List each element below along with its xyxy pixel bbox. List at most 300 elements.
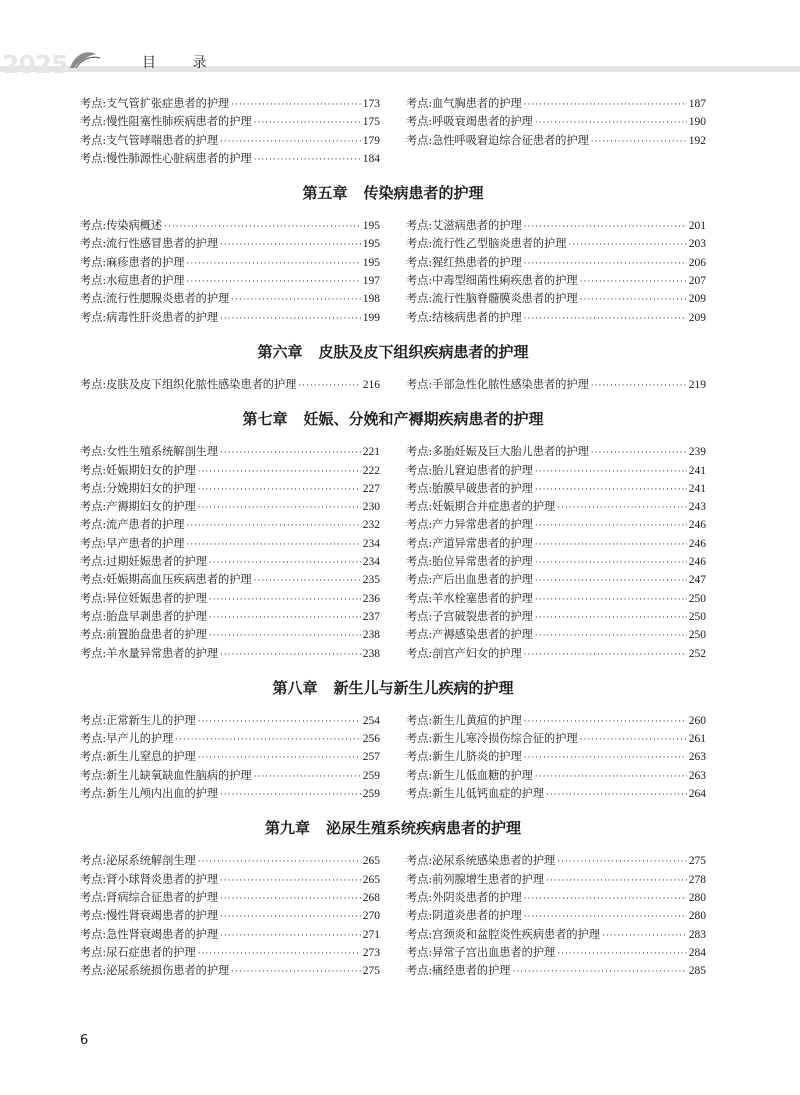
toc-entry-page: 175 xyxy=(362,116,380,129)
toc-entry-title: 考点:猩红热患者的护理 xyxy=(406,255,522,269)
toc-entry[interactable] xyxy=(406,272,706,290)
toc-entry-title: 考点:产力异常患者的护理 xyxy=(406,518,533,532)
toc-entry[interactable] xyxy=(80,376,380,394)
toc-entry-title: 考点:泌尿系统感染患者的护理 xyxy=(406,854,556,868)
dot-leader xyxy=(524,890,687,908)
toc-entry-title: 考点:急性呼吸窘迫综合征患者的护理 xyxy=(406,133,589,147)
dot-leader xyxy=(220,310,361,328)
dot-leader xyxy=(524,218,687,236)
chapter-title: 皮肤及皮下组织疾病患者的护理 xyxy=(318,342,529,361)
toc-entry[interactable] xyxy=(406,535,706,553)
dot-leader xyxy=(535,536,687,554)
dot-leader xyxy=(580,291,687,309)
toc-column-right xyxy=(406,217,706,327)
toc-entry-title: 考点:流行性腮腺炎患者的护理 xyxy=(80,292,230,306)
toc-entry-title: 考点:异常子宫出血患者的护理 xyxy=(406,945,556,959)
toc-entry[interactable] xyxy=(80,553,380,571)
toc-entry[interactable] xyxy=(406,889,706,907)
toc-entry-title: 考点:胎盘早剥患者的护理 xyxy=(80,609,207,623)
chapter-heading xyxy=(80,182,706,204)
dot-leader xyxy=(220,786,361,804)
toc-entry[interactable] xyxy=(406,626,706,644)
toc-entry-title: 考点:前置胎盘患者的护理 xyxy=(80,628,207,642)
toc-entry-title: 考点:水痘患者的护理 xyxy=(80,274,185,288)
chapter-number: 第九章 xyxy=(264,819,310,838)
toc-entry-title: 考点:新生儿寒冷损伤综合征的护理 xyxy=(406,732,578,746)
dot-leader xyxy=(220,908,361,926)
toc-grid xyxy=(80,443,706,663)
dot-leader xyxy=(535,517,687,535)
toc-entry-page: 278 xyxy=(688,873,706,886)
dot-leader xyxy=(524,310,687,328)
toc-entry-page: 250 xyxy=(688,592,706,605)
toc-entry[interactable] xyxy=(406,95,706,113)
toc-entry-page: 187 xyxy=(688,98,706,110)
toc-entry-page: 222 xyxy=(362,464,380,477)
toc-entry[interactable] xyxy=(406,926,706,944)
dot-leader xyxy=(198,463,361,481)
toc-entry-page: 246 xyxy=(688,556,706,569)
toc-entry[interactable] xyxy=(80,645,380,663)
dot-leader xyxy=(524,96,687,114)
toc-entry-title: 考点:结核病患者的护理 xyxy=(406,310,522,324)
toc-entry[interactable] xyxy=(80,730,380,748)
toc-entry-title: 考点:异位妊娠患者的护理 xyxy=(80,591,207,605)
toc-entry-page: 256 xyxy=(362,733,380,746)
toc-entry-page: 201 xyxy=(688,220,706,233)
toc-entry-page: 259 xyxy=(362,788,380,801)
toc-entry-title: 考点:新生儿低钙血症的护理 xyxy=(406,787,545,801)
dot-leader xyxy=(535,481,687,499)
toc-entry[interactable] xyxy=(80,590,380,608)
toc-entry-title: 考点:中毒型细菌性痢疾患者的护理 xyxy=(406,274,578,288)
toc-grid xyxy=(80,712,706,803)
toc-entry-page: 263 xyxy=(688,751,706,764)
toc-entry[interactable] xyxy=(80,480,380,498)
dot-leader xyxy=(209,627,361,645)
toc-column-left xyxy=(80,376,380,394)
toc-grid xyxy=(80,852,706,980)
dot-leader xyxy=(254,151,361,169)
toc-grid xyxy=(80,217,706,327)
dot-leader xyxy=(198,499,361,517)
dot-leader xyxy=(220,444,361,462)
toc-entry-title: 考点:早产患者的护理 xyxy=(80,536,185,550)
toc-entry[interactable] xyxy=(80,132,380,150)
toc-entry-page: 285 xyxy=(688,965,706,978)
toc-entry-page: 195 xyxy=(362,220,380,233)
toc-entry-title: 考点:泌尿系统损伤患者的护理 xyxy=(80,964,230,978)
dot-leader xyxy=(220,236,361,254)
toc-entry[interactable] xyxy=(80,290,380,308)
toc-entry[interactable] xyxy=(406,748,706,766)
dot-leader xyxy=(231,963,361,981)
toc-entry-page: 190 xyxy=(688,116,706,129)
toc-entry-page: 246 xyxy=(688,519,706,532)
dot-leader xyxy=(557,945,687,963)
toc-entry-page: 250 xyxy=(688,629,706,642)
toc-entry[interactable] xyxy=(406,132,706,150)
page-number: 6 xyxy=(80,1033,89,1048)
toc-entry-page: 184 xyxy=(362,152,380,165)
toc-grid xyxy=(80,376,706,394)
toc-entry-page: 199 xyxy=(362,311,380,324)
toc-entry[interactable] xyxy=(406,871,706,889)
dot-leader xyxy=(198,713,361,731)
dot-leader xyxy=(186,255,360,273)
toc-entry[interactable] xyxy=(406,217,706,235)
toc-entry-title: 考点:子宫破裂患者的护理 xyxy=(406,609,533,623)
toc-entry-title: 考点:尿石症患者的护理 xyxy=(80,945,196,959)
toc-entry[interactable] xyxy=(406,712,706,730)
toc-entry-title: 考点:妊娠期高血压疾病患者的护理 xyxy=(80,573,252,587)
toc-entry-page: 203 xyxy=(688,238,706,251)
toc-content xyxy=(80,95,706,980)
toc-entry-title: 考点:皮肤及皮下组织化脓性感染患者的护理 xyxy=(80,377,297,391)
toc-entry-title: 考点:流产患者的护理 xyxy=(80,518,185,532)
dot-leader xyxy=(186,273,360,291)
toc-entry[interactable] xyxy=(80,944,380,962)
dot-leader xyxy=(298,377,360,395)
toc-entry-title: 考点:手部急性化脓性感染患者的护理 xyxy=(406,377,589,391)
toc-entry-title: 考点:传染病概述 xyxy=(80,219,163,233)
toc-entry-title: 考点:剖宫产妇女的护理 xyxy=(406,646,522,660)
toc-entry[interactable] xyxy=(80,889,380,907)
toc-column-left xyxy=(80,852,380,980)
toc-entry-title: 考点:过期妊娠患者的护理 xyxy=(80,555,207,569)
toc-entry[interactable] xyxy=(406,235,706,253)
toc-entry[interactable] xyxy=(406,852,706,870)
toc-entry-title: 考点:产道异常患者的护理 xyxy=(406,536,533,550)
toc-entry[interactable] xyxy=(80,95,380,113)
dot-leader xyxy=(568,236,686,254)
toc-entry[interactable] xyxy=(406,480,706,498)
toc-entry-title: 考点:肾小球肾炎患者的护理 xyxy=(80,872,219,886)
toc-column-left xyxy=(80,443,380,663)
dot-leader xyxy=(524,255,687,273)
toc-entry-page: 221 xyxy=(362,446,380,459)
toc-entry-page: 227 xyxy=(362,482,380,495)
toc-entry-page: 280 xyxy=(688,910,706,923)
toc-entry-page: 270 xyxy=(362,910,380,923)
toc-entry-title: 考点:多胎妊娠及巨大胎儿患者的护理 xyxy=(406,445,589,459)
dot-leader xyxy=(602,927,687,945)
toc-entry[interactable] xyxy=(406,113,706,131)
toc-entry-title: 考点:麻疹患者的护理 xyxy=(80,255,185,269)
dot-leader xyxy=(546,872,687,890)
dot-leader xyxy=(186,536,360,554)
toc-entry[interactable] xyxy=(80,217,380,235)
dot-leader xyxy=(164,218,361,236)
toc-entry[interactable] xyxy=(80,309,380,327)
toc-entry-page: 257 xyxy=(362,751,380,764)
toc-column-right xyxy=(406,443,706,663)
dot-leader xyxy=(580,731,687,749)
chapter-number: 第六章 xyxy=(257,342,303,361)
toc-entry[interactable] xyxy=(406,944,706,962)
toc-entry[interactable] xyxy=(406,962,706,980)
toc-entry-title: 考点:新生儿窒息的护理 xyxy=(80,750,196,764)
toc-entry[interactable] xyxy=(80,443,380,461)
dot-leader xyxy=(524,749,687,767)
dot-leader xyxy=(535,572,687,590)
toc-entry[interactable] xyxy=(406,443,706,461)
toc-entry-title: 考点:宫颈炎和盆腔炎性疾病患者的护理 xyxy=(406,927,600,941)
toc-entry[interactable] xyxy=(406,498,706,516)
toc-entry-title: 考点:胎儿窘迫患者的护理 xyxy=(406,463,533,477)
toc-entry[interactable] xyxy=(80,272,380,290)
toc-entry-page: 239 xyxy=(688,446,706,459)
dot-leader xyxy=(535,627,687,645)
toc-entry-page: 275 xyxy=(362,965,380,978)
dot-leader xyxy=(220,927,361,945)
toc-entry-title: 考点:慢性肾衰竭患者的护理 xyxy=(80,909,219,923)
dot-leader xyxy=(254,768,361,786)
toc-entry-title: 考点:产褥期妇女的护理 xyxy=(80,500,196,514)
toc-entry-page: 280 xyxy=(688,891,706,904)
toc-entry-page: 195 xyxy=(362,256,380,269)
toc-entry-page: 261 xyxy=(688,733,706,746)
toc-entry[interactable] xyxy=(406,462,706,480)
toc-entry[interactable] xyxy=(406,785,706,803)
dot-leader xyxy=(209,609,361,627)
toc-entry-title: 考点:呼吸衰竭患者的护理 xyxy=(406,115,533,129)
toc-entry[interactable] xyxy=(80,626,380,644)
toc-entry[interactable] xyxy=(406,645,706,663)
toc-entry[interactable] xyxy=(80,608,380,626)
toc-entry-title: 考点:正常新生儿的护理 xyxy=(80,713,196,727)
toc-entry-title: 考点:妊娠期妇女的护理 xyxy=(80,463,196,477)
toc-entry-title: 考点:痛经患者的护理 xyxy=(406,964,511,978)
toc-entry[interactable] xyxy=(80,535,380,553)
dot-leader xyxy=(591,133,687,151)
toc-entry-title: 考点:流行性脑脊髓膜炎患者的护理 xyxy=(406,292,578,306)
dot-leader xyxy=(254,114,361,132)
toc-entry-page: 206 xyxy=(688,256,706,269)
toc-entry-page: 265 xyxy=(362,855,380,868)
toc-entry[interactable] xyxy=(80,748,380,766)
toc-entry-page: 241 xyxy=(688,482,706,495)
toc-entry[interactable] xyxy=(80,113,380,131)
toc-entry[interactable] xyxy=(80,712,380,730)
toc-entry[interactable] xyxy=(406,730,706,748)
toc-column-left xyxy=(80,95,380,168)
toc-entry-page: 263 xyxy=(688,769,706,782)
toc-entry-title: 考点:流行性感冒患者的护理 xyxy=(80,237,219,251)
header-bar xyxy=(0,66,800,72)
toc-column-left xyxy=(80,712,380,803)
dot-leader xyxy=(186,517,360,535)
toc-entry[interactable] xyxy=(406,254,706,272)
toc-entry[interactable] xyxy=(80,871,380,889)
toc-entry-title: 考点:早产儿的护理 xyxy=(80,732,174,746)
toc-entry[interactable] xyxy=(406,553,706,571)
dot-leader xyxy=(209,554,361,572)
toc-entry-title: 考点:流行性乙型脑炎患者的护理 xyxy=(406,237,567,251)
dot-leader xyxy=(220,646,361,664)
toc-entry[interactable] xyxy=(406,516,706,534)
chapter-heading xyxy=(80,677,706,699)
toc-entry-page: 271 xyxy=(362,928,380,941)
toc-entry-title: 考点:病毒性肝炎患者的护理 xyxy=(80,310,219,324)
toc-entry-title: 考点:新生儿颅内出血的护理 xyxy=(80,787,219,801)
toc-entry[interactable] xyxy=(406,590,706,608)
toc-entry[interactable] xyxy=(80,516,380,534)
toc-entry-page: 254 xyxy=(362,714,380,727)
dot-leader xyxy=(535,554,687,572)
chapter-title: 新生儿与新生儿疾病的护理 xyxy=(333,678,514,697)
chapter-title: 泌尿生殖系统疾病患者的护理 xyxy=(326,819,522,838)
toc-entry-title: 考点:肾病综合征患者的护理 xyxy=(80,890,219,904)
chapter-title: 妊娠、分娩和产褥期疾病患者的护理 xyxy=(303,410,544,429)
dot-leader xyxy=(198,481,361,499)
toc-column-left xyxy=(80,217,380,327)
toc-entry-page: 264 xyxy=(688,788,706,801)
toc-entry[interactable] xyxy=(406,290,706,308)
toc-entry-title: 考点:急性肾衰竭患者的护理 xyxy=(80,927,219,941)
toc-entry-page: 179 xyxy=(362,134,380,147)
toc-entry[interactable] xyxy=(406,376,706,394)
toc-entry-page: 232 xyxy=(362,519,380,532)
toc-entry-title: 考点:慢性肺源性心脏病患者的护理 xyxy=(80,151,252,165)
toc-entry-title: 考点:产后出血患者的护理 xyxy=(406,573,533,587)
dot-leader xyxy=(546,786,687,804)
dot-leader xyxy=(175,731,360,749)
dot-leader xyxy=(209,591,361,609)
dot-leader xyxy=(591,377,687,395)
dot-leader xyxy=(591,444,687,462)
toc-entry-page: 268 xyxy=(362,891,380,904)
toc-entry[interactable] xyxy=(406,309,706,327)
dot-leader xyxy=(220,890,361,908)
toc-entry-title: 考点:羊水栓塞患者的护理 xyxy=(406,591,533,605)
dot-leader xyxy=(524,646,687,664)
chapter-heading xyxy=(80,341,706,363)
toc-column-right xyxy=(406,95,706,168)
toc-entry-page: 252 xyxy=(688,647,706,660)
toc-entry-page: 265 xyxy=(362,873,380,886)
dot-leader xyxy=(535,768,687,786)
toc-column-right xyxy=(406,376,706,394)
chapter-number: 第八章 xyxy=(272,678,318,697)
toc-entry-page: 234 xyxy=(362,537,380,550)
toc-entry[interactable] xyxy=(80,926,380,944)
toc-entry[interactable] xyxy=(80,462,380,480)
toc-entry[interactable] xyxy=(80,852,380,870)
dot-leader xyxy=(524,908,687,926)
toc-entry-title: 考点:新生儿缺氧缺血性脑病的护理 xyxy=(80,768,252,782)
toc-entry-title: 考点:前列腺增生患者的护理 xyxy=(406,872,545,886)
toc-entry-page: 209 xyxy=(688,293,706,306)
toc-entry[interactable] xyxy=(80,254,380,272)
toc-entry-page: 283 xyxy=(688,928,706,941)
toc-entry-page: 234 xyxy=(362,556,380,569)
dot-leader xyxy=(557,853,687,871)
brand-logo xyxy=(66,48,116,72)
toc-entry-title: 考点:女性生殖系统解剖生理 xyxy=(80,445,219,459)
toc-entry-page: 284 xyxy=(688,946,706,959)
toc-entry-page: 247 xyxy=(688,574,706,587)
chapter-title: 传染病患者的护理 xyxy=(363,184,484,203)
toc-entry-title: 考点:支气管扩张症患者的护理 xyxy=(80,97,230,110)
toc-entry-page: 238 xyxy=(362,647,380,660)
chapter-heading xyxy=(80,408,706,430)
toc-entry[interactable] xyxy=(80,962,380,980)
chapter-number: 第七章 xyxy=(242,410,288,429)
toc-entry-page: 198 xyxy=(362,293,380,306)
toc-entry-title: 考点:新生儿脐炎的护理 xyxy=(406,750,522,764)
chapter-heading xyxy=(80,817,706,839)
toc-entry-title: 考点:支气管哮喘患者的护理 xyxy=(80,133,219,147)
toc-entry[interactable] xyxy=(406,608,706,626)
toc-entry[interactable] xyxy=(406,571,706,589)
toc-entry-title: 考点:阴道炎患者的护理 xyxy=(406,909,522,923)
toc-entry[interactable] xyxy=(80,907,380,925)
dot-leader xyxy=(220,133,361,151)
toc-entry-page: 173 xyxy=(362,98,380,110)
toc-entry[interactable] xyxy=(406,767,706,785)
toc-entry-page: 219 xyxy=(688,378,706,391)
dot-leader xyxy=(198,853,361,871)
toc-entry-page: 241 xyxy=(688,464,706,477)
toc-entry-page: 195 xyxy=(362,238,380,251)
dot-leader xyxy=(535,591,687,609)
toc-entry-title: 考点:慢性阻塞性肺疾病患者的护理 xyxy=(80,115,252,129)
toc-column-right xyxy=(406,852,706,980)
toc-entry-title: 考点:泌尿系统解剖生理 xyxy=(80,854,196,868)
toc-entry-page: 216 xyxy=(362,378,380,391)
dot-leader xyxy=(198,749,361,767)
dot-leader xyxy=(580,273,687,291)
toc-entry-page: 236 xyxy=(362,592,380,605)
toc-entry-title: 考点:羊水量异常患者的护理 xyxy=(80,646,219,660)
toc-entry-page: 235 xyxy=(362,574,380,587)
toc-entry[interactable] xyxy=(80,785,380,803)
header-title: 目 录 xyxy=(142,55,223,71)
chapter-number: 第五章 xyxy=(302,184,348,203)
toc-entry-page: 259 xyxy=(362,769,380,782)
toc-entry-title: 考点:新生儿黄疸的护理 xyxy=(406,713,522,727)
dot-leader xyxy=(557,499,687,517)
toc-entry-page: 197 xyxy=(362,275,380,288)
toc-entry-page: 230 xyxy=(362,501,380,514)
toc-entry[interactable] xyxy=(80,767,380,785)
toc-entry-page: 260 xyxy=(688,714,706,727)
toc-entry[interactable] xyxy=(80,150,380,168)
toc-entry[interactable] xyxy=(80,235,380,253)
dot-leader xyxy=(231,291,361,309)
toc-entry[interactable] xyxy=(406,907,706,925)
dot-leader xyxy=(524,713,687,731)
dot-leader xyxy=(512,963,686,981)
toc-entry-title: 考点:胎位异常患者的护理 xyxy=(406,555,533,569)
toc-entry-page: 207 xyxy=(688,275,706,288)
dot-leader xyxy=(220,872,361,890)
toc-entry-title: 考点:产褥感染患者的护理 xyxy=(406,628,533,642)
dot-leader xyxy=(535,114,687,132)
toc-entry-page: 273 xyxy=(362,946,380,959)
toc-grid xyxy=(80,95,706,168)
header-year: 2025 xyxy=(2,50,68,79)
toc-entry-page: 250 xyxy=(688,610,706,623)
toc-entry-page: 275 xyxy=(688,855,706,868)
toc-entry-title: 考点:分娩期妇女的护理 xyxy=(80,481,196,495)
dot-leader xyxy=(535,609,687,627)
toc-entry-page: 243 xyxy=(688,501,706,514)
toc-entry[interactable] xyxy=(80,498,380,516)
toc-entry[interactable] xyxy=(80,571,380,589)
toc-entry-title: 考点:新生儿低血糖的护理 xyxy=(406,768,533,782)
